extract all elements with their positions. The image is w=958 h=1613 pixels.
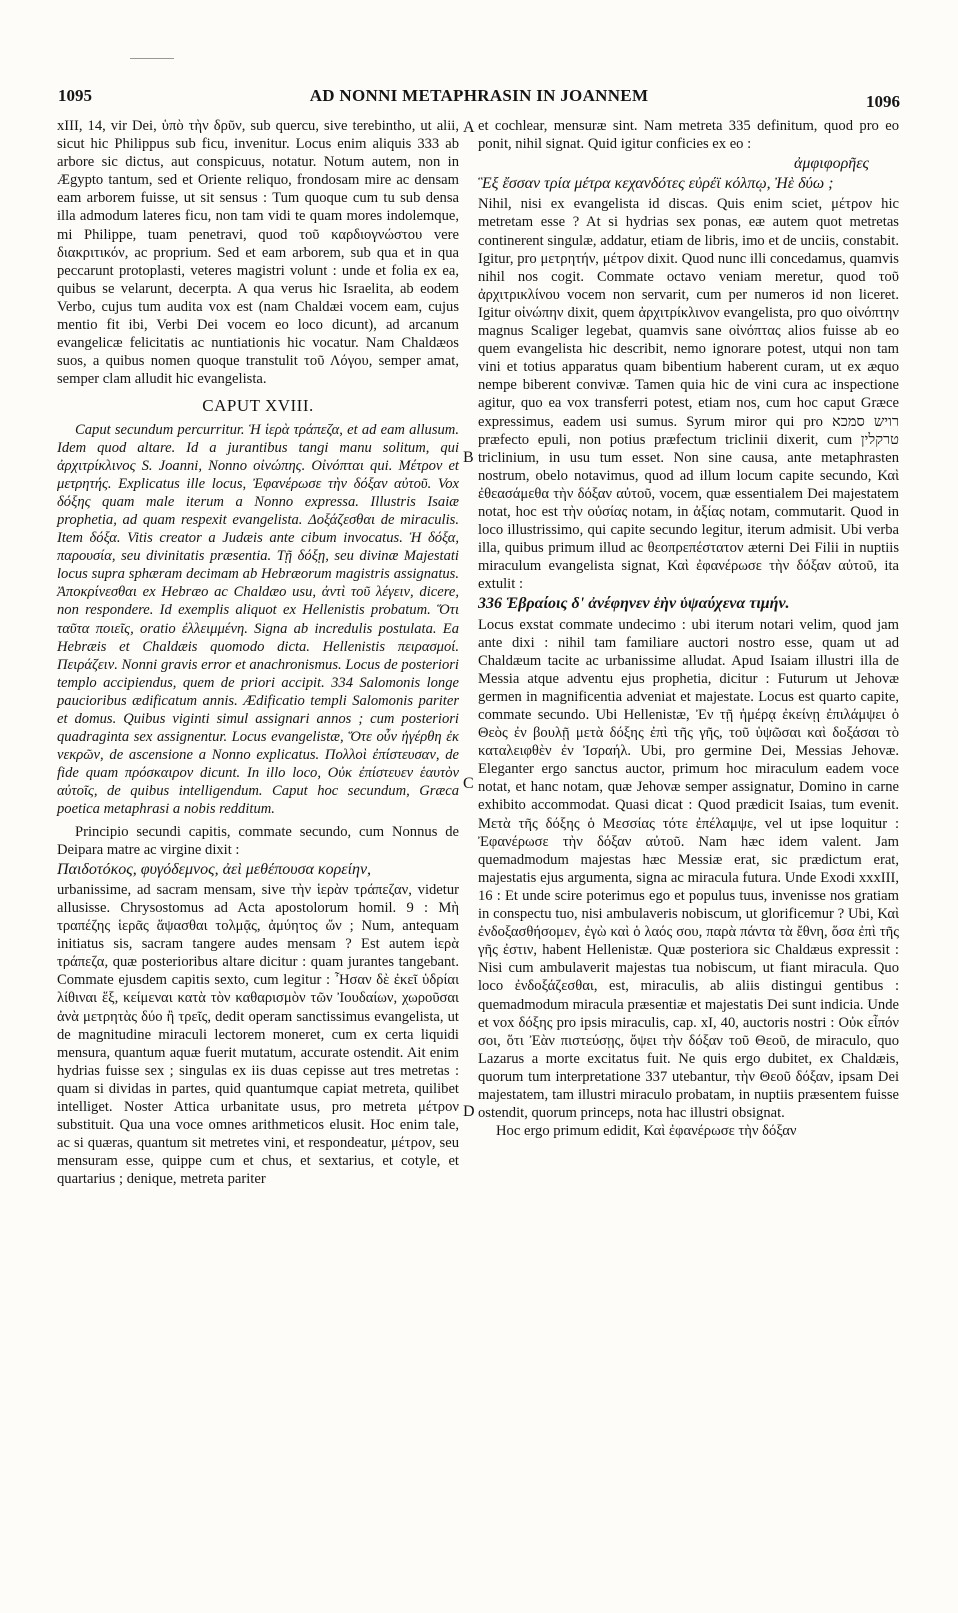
left-paragraph-2: Principio secundi capitis, commate secundo, cum Nonnus de Deipara matre ac virgine dixit : [57, 823, 459, 858]
top-rule [130, 58, 174, 59]
page-number-right: 1096 [866, 92, 900, 111]
margin-letter-c: C [463, 775, 474, 792]
right-paragraph-2: Nihil, nisi ex evangelista id discas. Quis enim sciet, μέτρον hic metretam esse ? At si hydrias sex ponas, eæ autem quot metretas continerent singulæ, addatur, etiam de libris, imo et de unciis, constabit. Igitur, pro μετρητήν, μέτρον dixit. Quod nunc illi concedamus, quamvis nihil nos cogit. Commate octavo veniam meretur, quod τοῦ ἀρχιτρικλίνου vocem non servarit, cum per numeros id non liceret. Igitur οἰνώπην dixit, quem ἀρχιτρίκλινον evangelista, pro quo οἰνόπτην magnus Scaliger legebat, quamvis sane οἰνόπτας alios fuisse ab eo quem evangelista hic describit, nemo ignorare potest, utqui non tam vini et totius apparatus quam bibentium haberent curam, ut ex æquo nempe biberent convivæ. Tamen quia hic de vini cura ac inspectione agitur, quo ea vox transferri potest, etiam nos, cum hoc caput Græce expressimus, eadem usi sumus. Syrum miror qui pro רויש סמכא præfecto epuli, non potius præfectum triclinii dixerit, cum טרקלין triclinium, in usu tum esset. Non sine causa, ante metaphrasten nostrum, obelo notavimus, quod ad illum locum capite secundo, Καὶ ἐθεασάμεθα τὴν δόξαν αὐτοῦ, vocem, quæ essentialem Dei majestatem notat, hoc est τὴν οὐσίας notam, in ἀξίας notam, commutarit. Quod in loco illustrissimo, qui capite secundo legitur, iterum admisit. Ubi verba illa, quibus primum illud ac θεοπρεπέστατον æterni Dei Filii in nuptiis miraculum evangelista signat, Καὶ ἐφανέρωσε τὴν δόξαν αὐτοῦ, ita extulit : [478, 196, 899, 593]
left-column [57, 117, 459, 1188]
right-column [478, 117, 899, 1140]
left-paragraph-1: xIII, 14, vir Dei, ὑπὸ τὴν δρῦν, sub quercu, sive terebintho, ut alii, sicut hic Philippus sub ficu, invenitur. Locus enim aliquis 333 ab arbore sic dictus, aut conspicuus, notatur. Notum autem, non in Ægypto tantum, sed et Oriente reliquo, frondosam mire ac densam eam arborem fuisse, ut sit sensus : Tum quoque cum tu sub densa illa admodum lateres ficu, non tam vidi te quam mores indolemque, mi Philippe, tuam penetravi, quod τοῦ καρδιογνώστου vere διακριτικόν, ac proprium. Sed et eam arborem, sub qua et in qua peccarunt protoplasti, veteres magistri volunt : unde et folia ex ea, quibus se velarunt, decerpta. A qua verus hic Israelita, ab eodem Verbo, cujus tum audita vox est (nam Chaldæi vocem eam, cujus mentio fit ibi, Verbi Dei vocem eo loco dicunt), ad arcanum evangelicæ felicitatis ac nuntiationis hic vocatur. Nam Chaldæos suos, a quibus nomen quoque transtulit τοῦ Λόγου, semper amat, semper clam alludit hic evangelista. [57, 118, 459, 388]
page-number-left: 1095 [58, 86, 92, 105]
left-verse: Παιδοτόκος, φυγόδεμνος, ἀεὶ μεθέπουσα κορείην, [57, 860, 372, 878]
right-paragraph-3: Locus exstat commate undecimo : ubi iterum notari velim, quod jam ante dixi : nihil tam familiare auctori nostro esse, quam ut ad Chaldæum tacite ac urbanissime alludat. Apud Isaiam illustri illa de Messia atque adventu ejus prophetia, dicitur : Futurum ut Jehovæ germen in magnificentia adveniat et majestate. Locus est quarto capite, commate secundo. Ubi Hellenistæ, Ἐν τῇ ἡμέρᾳ ἐκείνῃ ἐπιλάμψει ὁ Θεὸς ἐν βουλῇ μετὰ δόξης ἐπὶ τῆς γῆς, τοῦ ὑψῶσαι καὶ δοξάσαι τὸ καταλειφθὲν ἐν Ἰσραήλ. Ubi, pro germine Dei, Messias Jehovæ. Eleganter ergo sanctus auctor, primum hoc miraculum eadem voce notat, et hanc notam, quæ Jehovæ semper assignatur, Domino in carne exhibito accommodat. Quasi dicat : Quod prædicit Isaias, tum evenit. Μετὰ τῆς δόξης ὁ Μεσσίας τότε ἐπέλαμψε, vel ut ipse loquitur : Ἐφανέρωσε τὴν δόξαν αὐτοῦ. Nam hæc idem valent. Jam quemadmodum majestas hæc Messiæ erat, sic prædictum erat, majestatis ejus argumenta, signa ac miracula futura. Unde Exodi xxxIII, 16 : Et unde scire poterimus ego et populus tuus, invenisse nos gratiam in conspectu tuo, nisi ambulaveris nobiscum, ut glorificemur ? Ubi, Καὶ ἐνδοξασθήσομεν, ἐγὼ καὶ ὁ λαός σου, παρὰ πάντα τὰ ἔθνη, ὅσα ἐπὶ τῆς γῆς ἐστιν, habent Hellenistæ. Quæ posteriora sic Chaldæus expressit : Nisi cum ambulaverit majestas tua nobiscum, ut fiant miracula. Quo loco ἐνδοξάζεσθαι, est, miraculis, ab aliis distingui gentibus : quemadmodum miracula præsentiæ et majestatis Dei sunt indicia. Unde et vox δόξης pro ipsis miraculis, cap. xI, 40, auctoris nostri : Οὐκ εἶπόν σοι, ὅτι Ἐὰν πιστεύσῃς, ὄψει τὴν δόξαν τοῦ Θεοῦ, de miraculo, quo Lazarus a morte excitatus fuit. Ne quis ergo dubitet, ex Chaldæis, quorum tum interpretatione 337 utebantur, τὴν Θεοῦ δόξαν, ipsam Dei majestatem, tam illustri miraculo probatam, in nuptiis præsentem fuisse ostendit, quorum princeps, nota hac illustri obsignat. [478, 616, 899, 1122]
page-header [58, 86, 900, 112]
chapter-title: CAPUT XVIII. [202, 396, 314, 416]
chapter-summary: Caput secundum percurritur. Ἡ ἱερὰ τράπεζα, et ad eam allusum. Idem quod altare. Id a jurantibus tangi manu solitum, qui ἀρχιτρίκλινος S. Joanni, Nonno οἰνώπης. Οἰνόπται qui. Μέτρον et μετρητής. Explicatus ille locus, Ἐφανέρωσε τὴν δόξαν αὐτοῦ. Vox δόξης quam male iterum a Nonno expressa. Illustris Isaiæ prophetia, ad quam respexit evangelista. Δοξάζεσθαι de miraculis. Item δόξα. Vitis creator a Judæis ante cibum invocatus. Ἡ δόξα, παρουσία, seu divinitatis præsentia. Τῇ δόξῃ, seu divinæ Majestati locus supra sphæram decimam ab Hebræorum magistris assignatus. Ἀποκρίνεσθαι ex Hebræo ac Chaldæo usu, ἀντὶ τοῦ λέγειν, dicere, non respondere. Id exemplis aliquot ex Hellenistis probatum. Ὅτι ταῦτα ποιεῖς, oratio ἐλλειμμένη. Signa ab incredulis postulata. Ea Hebræis et Chaldæis quomodo dicta. Hellenistis πειρασμοί. Πειράζειν. Nonni gravis error et anachronismus. Locus de posteriori templo accipiendus, quem de priori accipit. 334 Salomonis longe paucioribus ædificatum annis. Ædificatio templi Salomonis pariter et domus. Quibus viginti simul assignari annos ; cum posteriori quadraginta sex assignentur. Locus evangelistæ, Ὅτε οὖν ἠγέρθη ἐκ νεκρῶν, de ascensione a Nonno explicatus. Πολλοὶ ἐπίστευσαν, de fide quam πρόσκαιρον dicunt. In illo loco, Οὐκ ἐπίστευεν ἑαυτὸν αὐτοῖς, de quibus intelligendum. Caput hoc secundum, Græca poetica metaphrasi a nobis redditum. [57, 421, 459, 818]
margin-letter-d: D [463, 1103, 475, 1120]
right-paragraph-1: et cochlear, mensuræ sint. Nam metreta 335 definitum, quod pro eo ponit, nihil signat. Quid igitur conficies ex eo : [478, 118, 899, 153]
right-verse-1a: ἀμφιφορῆες [794, 155, 869, 173]
running-title: AD NONNI METAPHRASIN IN JOANNEM [309, 86, 649, 105]
right-verse-2: 336 Ἑβραίοις δ' ἀνέφηνεν ἑὴν ὑψαύχενα τιμήν. [478, 595, 790, 613]
right-paragraph-4: Hoc ergo primum edidit, Καὶ ἐφανέρωσε τὴν δόξαν [496, 1123, 797, 1140]
left-paragraph-3: urbanissime, ad sacram mensam, sive τὴν ἱερὰν τράπεζαν, videtur allusisse. Chrysostomus ad Acta apostolorum homil. 9 : Μὴ τραπέζης ἱερᾶς ἅψασθαι τολμᾷς, ἀμύητος ὤν ; Num, antequam initiatus sis, sacram tangere audes mensam ? Est autem ἱερὰ τράπεζα, quæ posterioribus altare dicitur : quam jurantes tangebant. Commate ejusdem capitis sexto, cum legitur : Ἦσαν δὲ ἐκεῖ ὑδρίαι λίθιναι ἕξ, κείμεναι κατὰ τὸν καθαρισμὸν τῶν Ἰουδαίων, χωροῦσαι ἀνὰ μετρητὰς δύο ἢ τρεῖς, dedit operam sanctissimus evangelista, ut de magnitudine miraculi lectorem moneret, cum ex certa liquidi mensura, quantum aquæ fuerit mutatum, accurate ostendit. Ait enim hydrias fuisse sex ; singulas ex iis duas cepisse aut tres metretas : quam si dividas in partes, quid quantumque capiat metreta, quilibet intelliget. Noster Attica urbanitate usus, pro metreta μέτρον substituit. Qua una voce omnes arithmeticos elusit. Hoc enim tale, ac si quæras, quantum sit metretes vini, et respondeatur, μέτρον, seu mensuram esse, quippe cum et chus, et sextarius, et cotyle, et quartarius ; denique, metreta pariter [57, 881, 459, 1188]
margin-letter-a: A [463, 119, 475, 136]
right-verse-1b: Ἓξ ἔσσαν τρία μέτρα κεχανδότες εὐρέϊ κόλπῳ, Ἠὲ δύω ; [478, 175, 834, 193]
margin-letter-b: B [463, 449, 474, 466]
